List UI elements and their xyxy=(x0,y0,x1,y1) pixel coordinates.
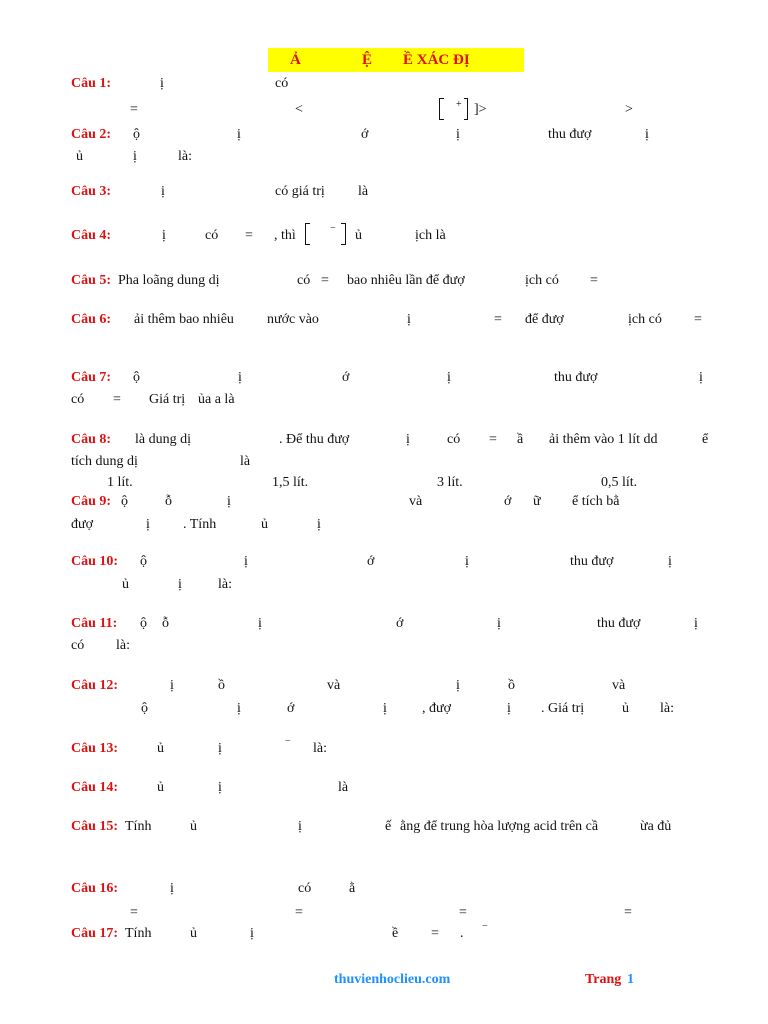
q15-text: ị xyxy=(298,819,302,834)
q8-option-d: 0,5 lít. xyxy=(601,475,638,490)
question-13-label: Câu 13: xyxy=(71,741,119,756)
q9-text: ị xyxy=(146,517,150,532)
q10-text: ớ xyxy=(367,554,375,569)
q8-option-b: 1,5 lít. xyxy=(272,475,309,490)
q12-text: ị xyxy=(507,701,511,716)
q1-text: + xyxy=(456,99,462,110)
q12-text: . Giá trị xyxy=(541,701,585,716)
q15-text: ằng để trung hòa lượng acid trên cầ xyxy=(400,819,599,834)
q13-text: là: xyxy=(313,741,327,756)
q7-text: ị xyxy=(699,370,703,385)
bracket-left xyxy=(439,98,444,120)
q1-text: > xyxy=(625,102,633,117)
q15-text: Tính xyxy=(125,819,152,834)
q8-text: tích dung dị xyxy=(71,454,138,469)
q2-text: ớ xyxy=(361,127,369,142)
q13-text: − xyxy=(285,736,291,747)
q12-text: ị xyxy=(170,678,174,693)
question-9-label: Câu 9: xyxy=(71,494,112,509)
question-8-label: Câu 8: xyxy=(71,432,112,447)
q17-text: ị xyxy=(250,926,254,941)
title-part-3: Ề XÁC ĐỊ xyxy=(403,52,470,68)
q4-text: , thì xyxy=(274,228,296,243)
question-2-label: Câu 2: xyxy=(71,127,112,142)
question-3-label: Câu 3: xyxy=(71,184,112,199)
q4-text: có xyxy=(205,228,219,243)
q9-text: ớ xyxy=(504,494,512,509)
q8-text: ị xyxy=(406,432,410,447)
q12-text: ồ xyxy=(508,678,515,693)
q6-text: = xyxy=(494,312,502,327)
question-10-label: Câu 10: xyxy=(71,554,119,569)
q10-text: ị xyxy=(465,554,469,569)
q5-text: bao nhiêu lần để đượ xyxy=(347,273,465,288)
q16-text: ị xyxy=(170,881,174,896)
q15-text: ế xyxy=(385,819,392,834)
q9-text: ị xyxy=(227,494,231,509)
q4-text: ị xyxy=(162,228,166,243)
q9-text: ỗ xyxy=(165,494,172,509)
q17-text: . xyxy=(460,926,464,941)
q10-text: ộ xyxy=(140,554,147,569)
q12-text: và xyxy=(327,678,341,693)
q17-text: Tính xyxy=(125,926,152,941)
q8-option-a: 1 lít. xyxy=(107,475,133,490)
q2-text: ị xyxy=(645,127,649,142)
q10-text: là: xyxy=(218,577,232,592)
q12-text: ồ xyxy=(218,678,225,693)
q5-text: ịch có xyxy=(525,273,559,288)
q13-text: ủ xyxy=(157,741,164,756)
q6-text: = xyxy=(694,312,702,327)
question-7-label: Câu 7: xyxy=(71,370,112,385)
q2-text: ộ xyxy=(133,127,140,142)
q4-text: = xyxy=(245,228,253,243)
question-4-label: Câu 4: xyxy=(71,228,112,243)
q8-text: ầ xyxy=(517,432,524,447)
footer-page-number: 1 xyxy=(627,972,634,987)
q4-text: ủ xyxy=(355,228,362,243)
question-11-label: Câu 11: xyxy=(71,616,118,631)
q7-text: = xyxy=(113,392,121,407)
bracket-right xyxy=(464,98,468,120)
q13-text: ị xyxy=(218,741,222,756)
q9-text: ị xyxy=(317,517,321,532)
q8-text: có xyxy=(447,432,461,447)
q2-text: là: xyxy=(178,149,192,164)
q17-text: ề xyxy=(392,926,399,941)
q12-text: ị xyxy=(383,701,387,716)
q8-text: là dung dị xyxy=(135,432,191,447)
q6-text: nước vào xyxy=(267,312,319,327)
q4-text: − xyxy=(330,223,336,234)
question-17-label: Câu 17: xyxy=(71,926,119,941)
q17-text: = xyxy=(431,926,439,941)
question-15-label: Câu 15: xyxy=(71,819,119,834)
q9-text: ể tích bằ xyxy=(572,494,620,509)
q11-text: ị xyxy=(258,616,262,631)
q15-text: ừa đủ xyxy=(640,819,672,834)
q4-text: ịch là xyxy=(415,228,446,243)
q2-text: ị xyxy=(133,149,137,164)
q8-option-c: 3 lít. xyxy=(437,475,463,490)
q12-text: ộ xyxy=(141,701,148,716)
q16-option-c: = xyxy=(459,905,467,920)
q7-text: có xyxy=(71,392,85,407)
q6-text: để đượ xyxy=(525,312,564,327)
q16-option-d: = xyxy=(624,905,632,920)
q2-text: ủ xyxy=(76,149,83,164)
q16-text: có xyxy=(298,881,312,896)
q9-text: ộ xyxy=(121,494,128,509)
q17-text: − xyxy=(482,921,488,932)
q1-text: = xyxy=(130,102,138,117)
q10-text: ủ xyxy=(122,577,129,592)
q11-text: ớ xyxy=(396,616,404,631)
q11-text: là: xyxy=(116,638,130,653)
q12-text: ị xyxy=(456,678,460,693)
q11-text: ỗ xyxy=(162,616,169,631)
q5-text: = xyxy=(590,273,598,288)
q10-text: ị xyxy=(178,577,182,592)
q7-text: Giá trị xyxy=(149,392,186,407)
q6-text: ải thêm bao nhiêu xyxy=(134,312,234,327)
question-16-label: Câu 16: xyxy=(71,881,119,896)
q8-text: = xyxy=(489,432,497,447)
q1-text: ]> xyxy=(474,102,487,117)
q3-text: là xyxy=(358,184,369,199)
title-banner xyxy=(268,48,524,72)
q14-text: là xyxy=(338,780,349,795)
q9-text: đượ xyxy=(71,517,93,532)
q8-text: ể xyxy=(702,432,709,447)
q10-text: ị xyxy=(668,554,672,569)
q7-text: ộ xyxy=(133,370,140,385)
q11-text: ị xyxy=(694,616,698,631)
q2-text: thu đượ xyxy=(548,127,592,142)
q12-text: , đượ xyxy=(422,701,451,716)
q3-text: ị xyxy=(161,184,165,199)
q11-text: thu đượ xyxy=(597,616,641,631)
q11-text: ị xyxy=(497,616,501,631)
question-6-label: Câu 6: xyxy=(71,312,112,327)
q7-text: thu đượ xyxy=(554,370,598,385)
q8-text: là xyxy=(240,454,251,469)
q16-option-b: = xyxy=(295,905,303,920)
q5-text: Pha loãng dung dị xyxy=(118,273,220,288)
q6-text: ị xyxy=(407,312,411,327)
q8-text: ải thêm vào 1 lít dd xyxy=(549,432,658,447)
q1-text: ị xyxy=(160,76,164,91)
footer-site: thuvienhoclieu.com xyxy=(334,972,451,987)
q9-text: . Tính xyxy=(183,517,217,532)
q7-text: ị xyxy=(447,370,451,385)
q3-text: có giá trị xyxy=(275,184,325,199)
q17-text: ủ xyxy=(190,926,197,941)
q7-text: ủa a là xyxy=(198,392,235,407)
q12-text: ớ xyxy=(287,701,295,716)
q12-text: ủ xyxy=(622,701,629,716)
q6-text: ịch có xyxy=(628,312,662,327)
q7-text: ớ xyxy=(342,370,350,385)
q10-text: thu đượ xyxy=(570,554,614,569)
q15-text: ủ xyxy=(190,819,197,834)
q8-text: . Để thu đượ xyxy=(279,432,350,447)
q11-text: có xyxy=(71,638,85,653)
q2-text: ị xyxy=(456,127,460,142)
q9-text: ủ xyxy=(261,517,268,532)
question-14-label: Câu 14: xyxy=(71,780,119,795)
q9-text: và xyxy=(409,494,423,509)
q10-text: ị xyxy=(244,554,248,569)
question-5-label: Câu 5: xyxy=(71,273,112,288)
title-part-1: Ả xyxy=(290,52,301,68)
q16-option-a: = xyxy=(130,905,138,920)
q1-text: < xyxy=(295,102,303,117)
q2-text: ị xyxy=(237,127,241,142)
question-12-label: Câu 12: xyxy=(71,678,119,693)
q9-text: ữ xyxy=(533,494,541,509)
q12-text: ị xyxy=(237,701,241,716)
q16-text: ằ xyxy=(349,881,356,896)
q14-text: ủ xyxy=(157,780,164,795)
q1-text: có xyxy=(275,76,289,91)
q11-text: ộ xyxy=(140,616,147,631)
q12-text: và xyxy=(612,678,626,693)
q7-text: ị xyxy=(238,370,242,385)
bracket-left xyxy=(305,223,310,245)
bracket-right xyxy=(341,223,346,245)
title-part-2: Ệ xyxy=(362,52,373,68)
footer-page-word: Trang xyxy=(585,972,622,987)
q5-text: có xyxy=(297,273,311,288)
question-1-label: Câu 1: xyxy=(71,76,112,91)
q12-text: là: xyxy=(660,701,674,716)
q14-text: ị xyxy=(218,780,222,795)
q5-text: = xyxy=(321,273,329,288)
